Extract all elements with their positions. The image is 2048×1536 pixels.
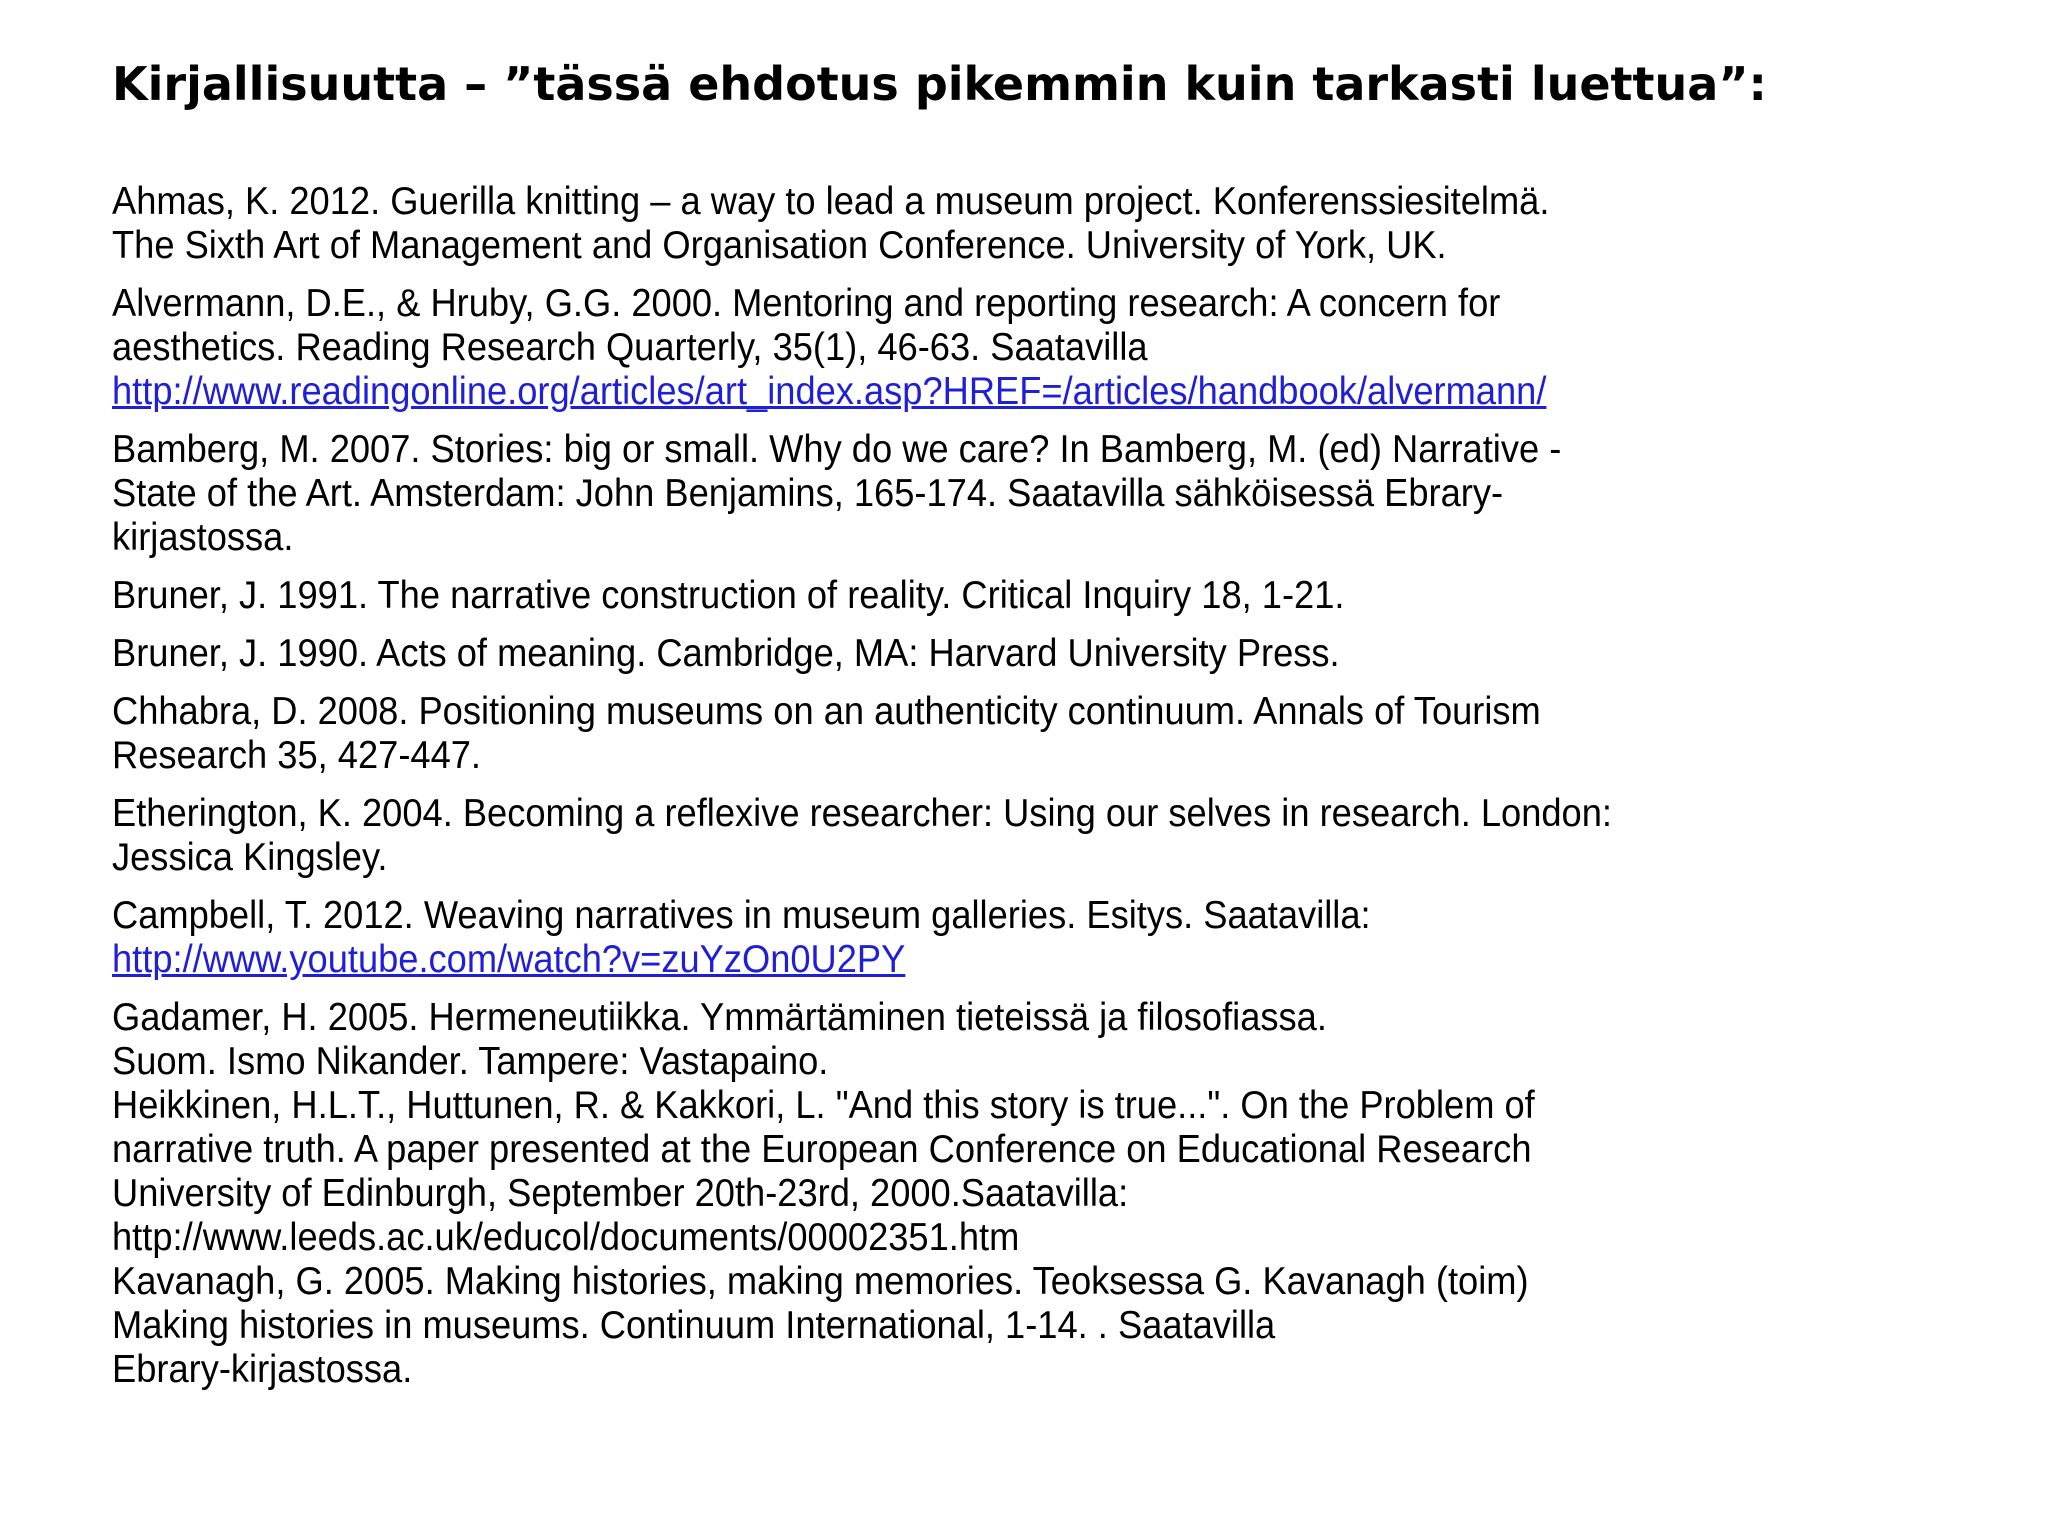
reference-heikkinen-2000 bbox=[112, 1084, 1860, 1260]
reference-gadamer-2005 bbox=[112, 996, 1860, 1084]
reference-text: Heikkinen, H.L.T., Huttunen, R. & Kakkori, L. "And this story is true...". On the Problem of bbox=[112, 1084, 1535, 1127]
reference-text: Campbell, T. 2012. Weaving narratives in museum galleries. Esitys. Saatavilla: bbox=[112, 894, 1371, 937]
reference-text: kirjastossa. bbox=[112, 516, 294, 559]
reference-text: Ebrary-kirjastossa. bbox=[112, 1348, 413, 1391]
reference-bruner-1991 bbox=[112, 574, 1860, 618]
reference-text: Gadamer, H. 2005. Hermeneutiikka. Ymmärtäminen tieteissä ja filosofiassa. bbox=[112, 996, 1327, 1039]
reference-text: narrative truth. A paper presented at the European Conference on Educational Research bbox=[112, 1128, 1532, 1171]
reference-text: Bamberg, M. 2007. Stories: big or small. Why do we care? In Bamberg, M. (ed) Narrative - bbox=[112, 428, 1562, 471]
reference-text: Chhabra, D. 2008. Positioning museums on an authenticity continuum. Annals of Tourism bbox=[112, 690, 1541, 733]
reference-text: Research 35, 427-447. bbox=[112, 734, 481, 777]
slide-title: Kirjallisuutta – ”tässä ehdotus pikemmin kuin tarkasti luettua”: bbox=[112, 57, 1767, 111]
reference-text: Bruner, J. 1991. The narrative construction of reality. Critical Inquiry 18, 1-21. bbox=[112, 574, 1345, 617]
reference-chhabra-2008 bbox=[112, 690, 1860, 778]
reference-text: Making histories in museums. Continuum International, 1-14. . Saatavilla bbox=[112, 1304, 1276, 1347]
reference-bruner-1990 bbox=[112, 632, 1860, 676]
reference-text: Ahmas, K. 2012. Guerilla knitting – a way to lead a museum project. Konferenssiesitelmä. bbox=[112, 180, 1550, 223]
reference-text: University of Edinburgh, September 20th-23rd, 2000.Saatavilla: bbox=[112, 1172, 1129, 1215]
reference-ahmas-2012 bbox=[112, 180, 1860, 268]
reference-bamberg-2007 bbox=[112, 428, 1860, 560]
reference-text: aesthetics. Reading Research Quarterly, 35(1), 46-63. Saatavilla bbox=[112, 326, 1148, 369]
reference-text: Bruner, J. 1990. Acts of meaning. Cambridge, MA: Harvard University Press. bbox=[112, 632, 1340, 675]
reference-text: Suom. Ismo Nikander. Tampere: Vastapaino. bbox=[112, 1040, 829, 1083]
reference-list bbox=[112, 180, 1860, 1392]
reference-kavanagh-2005 bbox=[112, 1260, 1860, 1392]
reference-link-readingonline[interactable]: http://www.readingonline.org/articles/art_index.asp?HREF=/articles/handbook/alvermann/ bbox=[112, 370, 1547, 413]
reference-etherington-2004 bbox=[112, 792, 1860, 880]
reference-text: State of the Art. Amsterdam: John Benjamins, 165-174. Saatavilla sähköisessä Ebrary- bbox=[112, 472, 1504, 515]
reference-text: Jessica Kingsley. bbox=[112, 836, 388, 879]
reference-link-youtube[interactable]: http://www.youtube.com/watch?v=zuYzOn0U2PY bbox=[112, 938, 906, 981]
reference-text: The Sixth Art of Management and Organisation Conference. University of York, UK. bbox=[112, 224, 1447, 267]
reference-text: Etherington, K. 2004. Becoming a reflexive researcher: Using our selves in research. London: bbox=[112, 792, 1612, 835]
reference-alvermann-2000 bbox=[112, 282, 1860, 414]
reference-text: Alvermann, D.E., & Hruby, G.G. 2000. Mentoring and reporting research: A concern for bbox=[112, 282, 1501, 325]
reference-campbell-2012 bbox=[112, 894, 1860, 982]
reference-text: Kavanagh, G. 2005. Making histories, making memories. Teoksessa G. Kavanagh (toim) bbox=[112, 1260, 1529, 1303]
reference-text: http://www.leeds.ac.uk/educol/documents/00002351.htm bbox=[112, 1216, 1020, 1259]
